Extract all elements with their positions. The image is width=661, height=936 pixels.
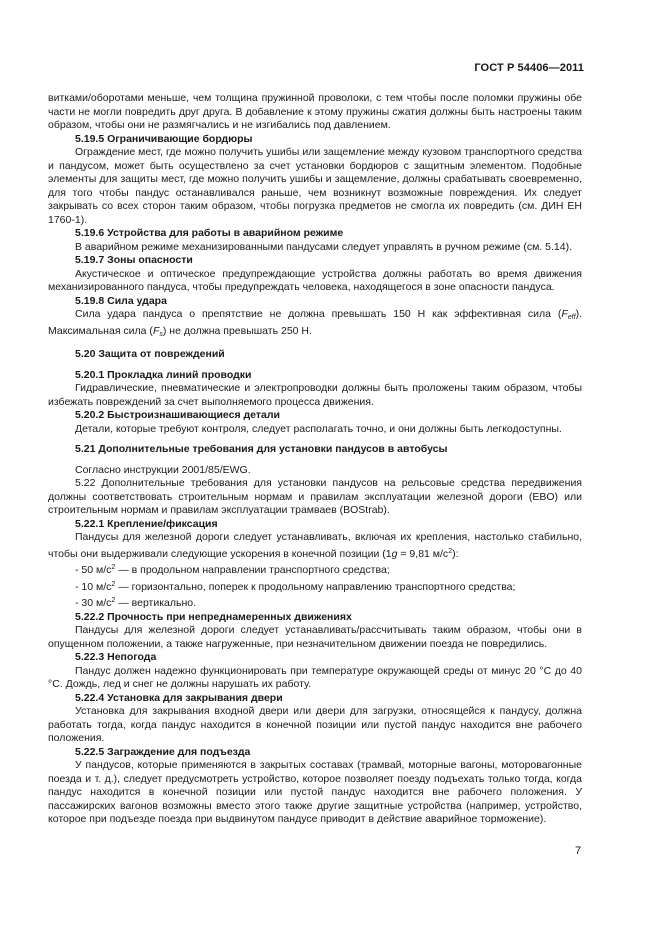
section-heading-5-22-1: 5.22.1 Крепление/фиксация [75, 517, 218, 530]
paragraph: В аварийном режиме механизированными пандусами следует управлять в ручном режиме (см. 5.14). [75, 240, 572, 253]
section-heading-5-20: 5.20 Защита от повреждений [75, 348, 225, 360]
section-heading-5-19-6: 5.19.6 Устройства для работы в аварийном режиме [75, 227, 344, 239]
paragraph: Пандус должен надежно функционировать при температуре окружающей среды от минус 20 °С до 40 °С. Дождь, лед и снег не должны нарушать их работу. [48, 664, 582, 690]
section-heading-5-22-2: 5.22.2 Прочность при непреднамеренных движениях [75, 610, 352, 623]
page-number: 7 [575, 845, 582, 857]
list-item: - 50 $м/с^2$ — в продольном направлении транспортного средства; [75, 564, 390, 576]
paragraph-impact-force: Сила удара пандуса о препятствие не должна превышать 150 Н как эффективная сила $(F_{eff})$. Максимальная сила $(F_s)$ не должна превышать 250 Н. [48, 308, 582, 338]
section-heading-5-19-5: 5.19.5 Ограничивающие бордюры [75, 132, 253, 145]
section-heading-5-20-2: 5.20.2 Быстроизнашивающиеся детали [75, 409, 280, 421]
paragraph: Установка для закрывания входной двери или двери для загрузки, относящейся к пандусу, должна работать тогда, когда пандус находится в конечной позиции или пустой пандус находится вне рабочего положения. [48, 705, 582, 744]
paragraph: Акустическое и оптическое предупреждающие устройства должны работать во время движения механизированного пандуса, чтобы предупреждать человека, находящегося в зоне опасности пандуса. [48, 267, 582, 293]
list-item: - 30 $м/с^2$ — вертикально. [75, 597, 197, 609]
section-heading-5-21: 5.21 Дополнительные требования для установки пандусов в автобусы [75, 443, 448, 455]
paragraph: витками/оборотами меньше, чем толщина пружинной проволоки, с тем чтобы после поломки пружины обе части не могли повредить друг друга. В добавление к этому пружины сжатия должны быть настроены таким образом, чтобы они не размягчались и не изгибались под давлением. [48, 92, 582, 131]
section-heading-5-22-3: 5.22.3 Непогода [75, 651, 157, 663]
document-body [48, 92, 582, 827]
paragraph: Согласно инструкции 2001/85/EWG. [75, 463, 251, 476]
section-heading-5-20-1: 5.20.1 Прокладка линий проводки [75, 368, 252, 381]
section-heading-5-19-7: 5.19.7 Зоны опасности [75, 254, 193, 266]
paragraph: У пандусов, которые применяются в закрытых составах (трамвай, моторные вагоны, моторовагонные поезда и т. д.), следует предусмотреть устройство, которое позволяет поезду подъехать только тогда, когда пандус находится в конечной позиции или пустой пандус находится вне рабочего положения. У пассажирских вагонов возможны вместо этого также другие защитные устройства (например, устройство, которое при подъезде поезда при выдвинутом пандусе приводит в действие аварийное торможение). [48, 759, 582, 825]
paragraph: Детали, которые требуют контроля, следует располагать точно, и они должны быть легкодоступны. [75, 422, 562, 435]
paragraph: Гидравлические, пневматические и электропроводки должны быть проложены таким образом, чтобы избежать повреждений за счет выполняемого процесса движения. [48, 382, 582, 408]
section-heading-5-22-5: 5.22.5 Заграждение для подъезда [75, 745, 251, 758]
paragraph-accelerations: Пандусы для железной дороги следует устанавливать, включая их крепления, настолько стабильно, чтобы они выдерживали следующие ускорения в конечной позиции (1g = 9,81 $м/с^2$): [48, 531, 582, 560]
list-item: - 10 $м/с^2$ — горизонтально, поперек к продольному направлению транспортного средства; [75, 580, 516, 593]
paragraph: Пандусы для железной дороги следует устанавливать/рассчитывать таким образом, чтобы они в опущенном положении, а также нагруженные, при незначительном движении поезда не повредились. [48, 624, 582, 650]
paragraph: Ограждение мест, где можно получить ушибы или защемление между кузовом транспортного средства и пандусом, может быть осуществлено за счет установки бордюров с защитным элементом. Подобные элементы для защиты мест, где можно получить ушибы и защемление, должны срабатывать своевременно, для того чтобы пандус останавливался раньше, чем возникнут возможные повреждения. Их следует закрывать со всех сторон таким образом, чтобы погрузка предметов не смогла их повредить (см. ДИН ЕН 1760-1). [48, 146, 582, 226]
paragraph-5-22: 5.22 Дополнительные требования для установки пандусов на рельсовые средства передвижения должны соответствовать строительным нормам и правилам эксплуатации железной дороги (EBO) или строительным нормам и правилам эксплуатации трамваев (BOStrab). [48, 477, 582, 516]
section-heading-5-22-4: 5.22.4 Установка для закрывания двери [75, 691, 283, 704]
standard-designation: ГОСТ Р 54406—2011 [474, 62, 584, 74]
section-heading-5-19-8: 5.19.8 Сила удара [75, 294, 167, 307]
